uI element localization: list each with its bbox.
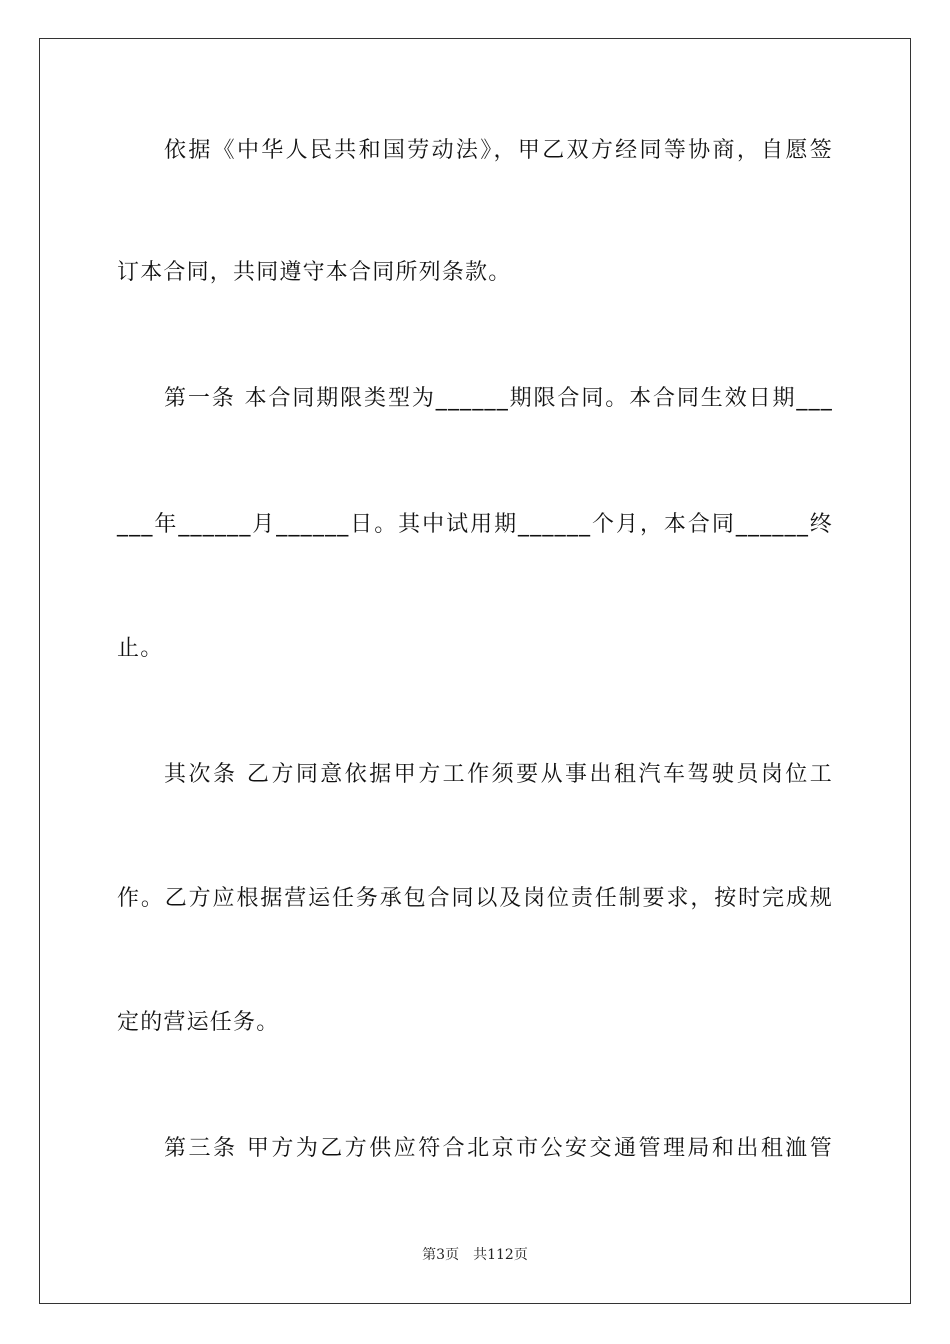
- page-number: 第3页: [422, 1247, 460, 1263]
- article-2-line-1: 其次条 乙方同意依据甲方工作须要从事出租汽车驾驶员岗位工: [164, 762, 833, 787]
- total-pages: 共112页: [473, 1247, 528, 1263]
- paragraph-1-line-1: 依据《中华人民共和国劳动法》，甲乙双方经同等协商，自愿签: [164, 138, 833, 163]
- article-2-line-3: 定的营运任务。: [117, 1010, 280, 1035]
- article-1-line-2: ___年______月______日。其中试用期______个月，本合同______终: [117, 512, 833, 537]
- article-3-line-1: 第三条 甲方为乙方供应符合北京市公安交通管理局和出租洫管: [164, 1136, 833, 1161]
- page-footer: [0, 1246, 950, 1264]
- article-2-line-2: 作。乙方应根据营运任务承包合同以及岗位责任制要求，按时完成规: [117, 886, 833, 911]
- article-1-line-3: 止。: [117, 636, 164, 661]
- page-border: [39, 38, 911, 1304]
- article-1-line-1: 第一条 本合同期限类型为______期限合同。本合同生效日期___: [164, 386, 833, 411]
- paragraph-1-line-2: 订本合同，共同遵守本合同所列条款。: [117, 260, 512, 285]
